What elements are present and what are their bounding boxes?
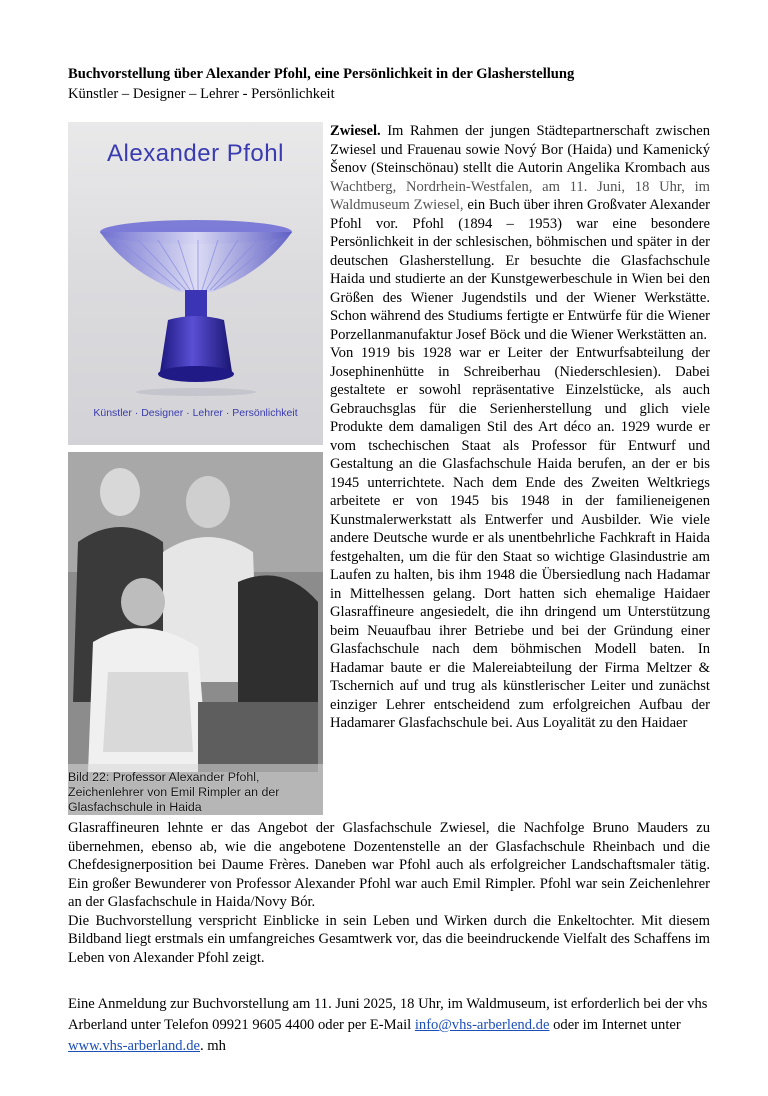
article-paragraph-2-continued: Glasraffineuren lehnte er das Angebot der Glasfachschule Zwiesel, die Nachfolge Bruno Mauders zu übernehmen, ebenso ab, wie die angebotene Dozentenstelle an der Glasfachschule Rheinbach und die Chefdesignerposition bei Daume Frères. Daneben war Pfohl auch als erfolgreicher Landschaftsmaler tätig. Ein großer Bewunderer von Professor Alexander Pfohl war auch Emil Rimpler. Pfohl war sein Zeichenlehrer an der Glasfachschule in Haida/Novy Bór. [68,820,710,910]
article-body-full [68,819,710,967]
article-subheadline: Künstler – Designer – Lehrer - Persönlichkeit [68,86,335,102]
registration-text-c: . mh [199,1038,226,1054]
book-cover-image [68,122,323,445]
article-headline: Buchvorstellung über Alexander Pfohl, eine Persönlichkeit in der Glasherstellung [68,66,575,82]
event-details-highlight: Wachtberg, Nordrhein-Westfalen, am 11. Juni, 18 Uhr, im Waldmuseum Zwiesel, [330,178,710,213]
paragraph-1-part-a: Im Rahmen der jungen Städtepartnerschaft zwischen Zwiesel und Frauenau sowie Nový Bor (Haida) und Kamenický Šenov (Steinschönau) stellt die Autorin Angelika Krombach aus [330,123,710,176]
book-cover-subtitle: Künstler · Designer · Lehrer · Persönlichkeit [93,407,298,419]
paragraph-1-part-b: ein Buch über ihren Großvater Alexander Pfohl vor. Pfohl (1894 – 1953) war eine besondere Persönlichkeit in der schlesischen, böhmischen und später in der deutschen Glasherstellung. Er besuchte die Glasfachschule Haida und studierte an der Kunstgewerbeschule in Wien bei den Größen des Wiener Jugendstils und der Wiener Werkstätte. Schon während des Studiums fertigte er Entwürfe für die Wiener Porzellanmanufaktur Josef Böck und die Wiener Werkstätten an. [330,197,710,343]
historic-photo [68,452,323,815]
website-link[interactable]: www.vhs-arberland.de [68,1038,200,1054]
registration-info [68,994,710,1057]
article-paragraph-1 [330,122,710,344]
email-link[interactable]: info@vhs-arberlend.de [414,1017,550,1033]
registration-text-b: oder im Internet unter [549,1017,681,1033]
article-body-column [330,122,710,733]
registration-text-a: Eine Anmeldung zur Buchvorstellung am 11. Juni 2025, 18 Uhr, im Waldmuseum, ist erforderlich bei der vhs Arberland unter Telefon 09921 9605 4400 oder per E-Mail [68,996,708,1033]
workshop-photo-illustration [68,452,323,815]
dateline: Zwiesel. [330,123,381,139]
book-cover-title: Alexander Pfohl [107,140,284,167]
article-paragraph-2: Von 1919 bis 1928 war er Leiter der Entwurfsabteilung der Josephinenhütte in Schreiberhau (Niederschlesien). Dabei gestaltete er sowohl repräsentative Einzelstücke, als auch Gebrauchsglas für die Serienherstellung und glich viele Produkte dem damaligen Stil des Art déco an. 1929 wurde er vom tschechischen Staat als Professor für Entwurf und Gestaltung an die Glasfachschule Haida berufen, an der er bis 1945 unterrichtete. Nach dem Ende des Zweiten Weltkriegs arbeitete er von 1945 bis 1948 in der familieneigenen Kunstmalerwerkstatt als Entwerfer und Ausbilder. Wie viele andere Deutsche wurde er als unentbehrliche Fachkraft in Haida festgehalten, um die für den Staat so wichtige Glasindustrie am Laufen zu halten, bis ihm 1948 die Übersiedlung nach Hadamar in Mittelhessen gelang. Dort hatten sich ehemalige Haidaer Glasraffineure angesiedelt, die ihn dringend um Unterstützung beim Neuaufbau ihrer Betriebe und bei der Gründung einer Glasfachschule nach dem böhmischen Modell baten. In Hadamar baute er die Malereiabteilung der Firma Meltzer & Tschernich auf und trug als künstlerischer Leiter und zunächst einziger Lehrer entscheidend zum erfolgreichen Aufbau der Hadamarer Glasfachschule bei. Aus Loyalität zu den Haidaer [330,345,710,731]
article-paragraph-3: Die Buchvorstellung verspricht Einblicke in sein Leben und Wirken durch die Enkeltochter. Mit diesem Bildband liegt erstmals ein umfangreiches Gesamtwerk vor, das die beeindruckende Vielfalt des Schaffens im Leben von Alexander Pfohl zeigt. [68,912,710,966]
photo-caption: Bild 22: Professor Alexander Pfohl, Zeichenlehrer von Emil Rimpler an der Glasfachschule in Haida [68,770,280,814]
glass-bowl-illustration [68,122,323,445]
